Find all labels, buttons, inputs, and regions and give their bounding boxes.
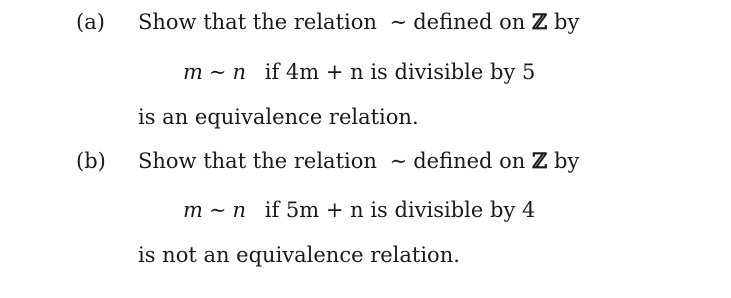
part-b-by: by — [554, 149, 580, 173]
part-b-n: n — [232, 198, 247, 222]
part-b-condition: if 5m + n is divisible by 4 — [264, 198, 536, 222]
part-a-defined-on: defined on — [413, 10, 526, 34]
part-b-conclusion: is not an equivalence relation. — [138, 243, 460, 267]
part-b-defined-on: defined on — [413, 149, 526, 173]
part-a-condition: if 4m + n is divisible by 5 — [264, 60, 536, 84]
part-a-tilde: ∼ — [208, 60, 227, 84]
part-a-by: by — [554, 10, 580, 34]
part-a-m: m — [183, 60, 203, 84]
part-a-relation-symbol: ∼ — [389, 10, 408, 34]
part-a-definition — [183, 59, 535, 85]
part-b-tilde: ∼ — [208, 198, 227, 222]
part-a-statement — [76, 9, 579, 35]
part-a-intro: Show that the relation — [138, 10, 377, 34]
part-b-definition — [183, 197, 535, 223]
part-a-conclusion: is an equivalence relation. — [138, 105, 419, 129]
part-b-m: m — [183, 198, 203, 222]
part-b-intro: Show that the relation — [138, 149, 377, 173]
part-a-integers-symbol: ℤ — [532, 9, 548, 34]
part-b-relation-symbol: ∼ — [389, 149, 408, 173]
part-b-label: (b) — [76, 149, 106, 173]
part-a-label: (a) — [76, 10, 105, 34]
part-b-integers-symbol: ℤ — [532, 148, 548, 173]
part-a-n: n — [232, 60, 247, 84]
part-b-statement — [76, 148, 579, 174]
